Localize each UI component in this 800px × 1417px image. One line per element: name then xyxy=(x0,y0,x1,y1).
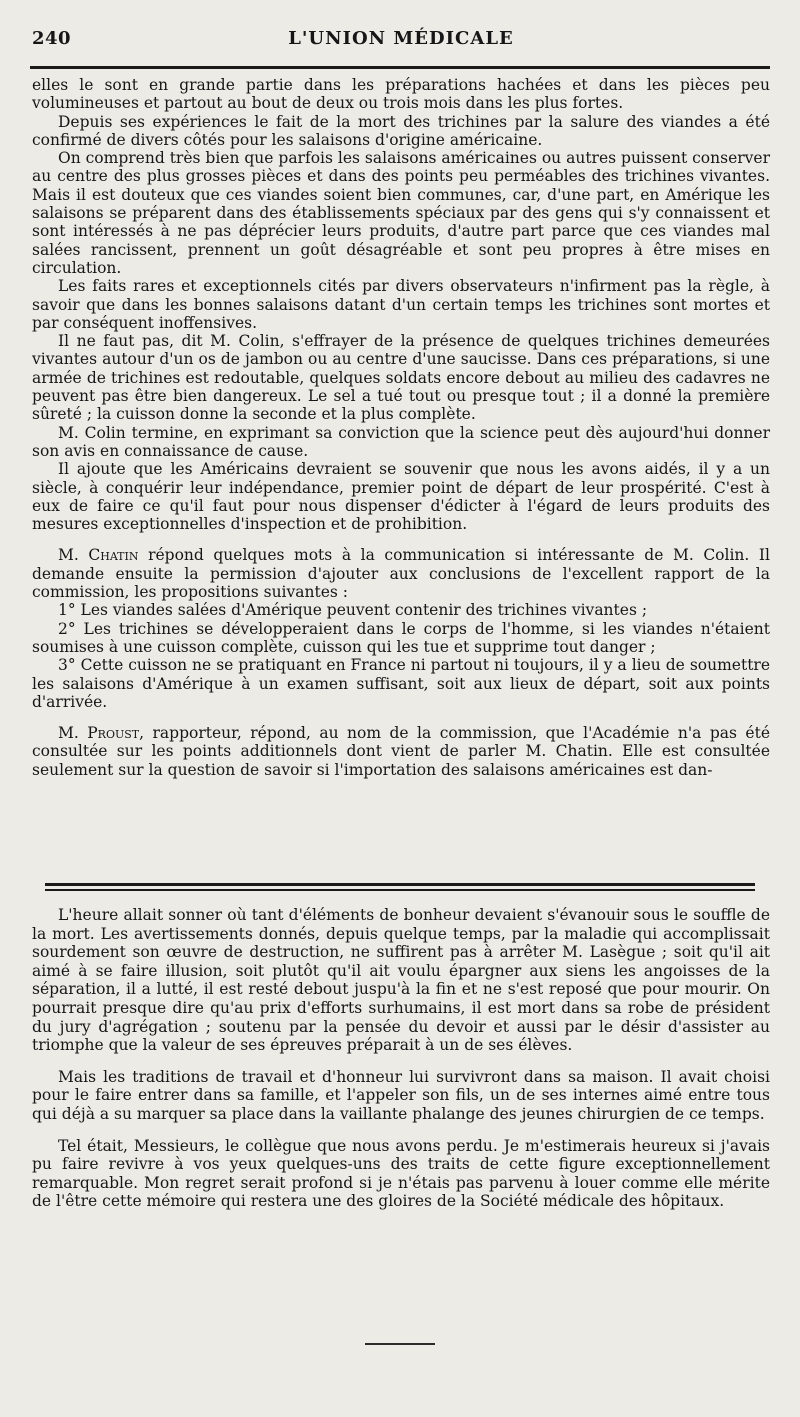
list-item: 3° Cette cuisson ne se pratiquant en France ni partout ni toujours, il y a lieu de soumettre les salaisons d'Amérique à un examen suffisant, soit aux lieux de départ, soit aux points d'arrivée. xyxy=(32,656,770,711)
paragraph xyxy=(32,724,770,779)
list-item: 1° Les viandes salées d'Amérique peuvent contenir des trichines vivantes ; xyxy=(58,601,648,620)
end-rule xyxy=(365,1343,435,1345)
paragraph: Tel était, Messieurs, le collègue que nous avons perdu. Je m'estimerais heureux si j'avais pu faire revivre à vos yeux quelques-uns des traits de cette figure exceptionnellement remarquable. Mon regret serait profond si je n'étais pas parvenu à louer comme elle mérite de l'être cette mémoire qui restera une des gloires de la Société médicale des hôpitaux. xyxy=(32,1136,770,1211)
feuilleton-body xyxy=(32,906,770,1211)
separator-thick-line xyxy=(45,883,755,886)
paragraph: Les faits rares et exceptionnels cités par divers observateurs n'infirment pas la règle, à savoir que dans les bonnes salaisons datant d'un certain temps les trichines sont mortes et par conséquent inoffensives. xyxy=(32,277,770,332)
feuilleton-separator xyxy=(45,883,755,892)
article-body xyxy=(32,76,770,779)
paragraph: Depuis ses expériences le fait de la mort des trichines par la salure des viandes a été confirmé de divers côtés pour les salaisons d'origine américaine. xyxy=(32,112,770,149)
journal-title: L'UNION MÉDICALE xyxy=(288,28,514,49)
page-number: 240 xyxy=(32,28,72,49)
paragraph: elles le sont en grande partie dans les préparations hachées et dans les pièces peu volumineuses et partout au bout de deux ou trois mois dans les plus fortes. xyxy=(32,76,770,113)
list-item: 2° Les trichines se développeraient dans le corps de l'homme, si les viandes n'étaient soumises à une cuisson complète, cuisson qui les tue et supprime tout danger ; xyxy=(32,619,770,656)
page-header xyxy=(32,28,770,58)
paragraph: Mais les traditions de travail et d'honneur lui survivront dans sa maison. Il avait choisi pour le faire entrer dans sa famille, et l'appeler son fils, un de ses internes aimé entre tous qui déjà a su marquer sa place dans la vaillante phalange des jeunes chirurgien de ce temps. xyxy=(32,1067,770,1123)
paragraph: Il ne faut pas, dit M. Colin, s'effrayer de la présence de quelques trichines demeurées vivantes autour d'un os de jambon ou au centre d'une saucisse. Dans ces préparations, si une armée de trichines est redoutable, quelques soldats encore debout au milieu des cadavres ne peuvent pas être bien dangereux. Le sel a tué tout ou presque tout ; il a donné la première sûreté ; la cuisson donne la seconde et la plus complète. xyxy=(32,332,770,424)
paragraph: On comprend très bien que parfois les salaisons américaines ou autres puissent conserver au centre des plus grosses pièces et dans des points peu perméables des trichines vivantes. Mais il est douteux que ces viandes soient bien communes, car, d'une part, en Amérique les salaisons se préparent dans des établissements spéciaux par des gens qui s'y connaissent et sont intéressés à ne pas déprécier leurs produits, d'autre part parce que ces viandes mal salées rancissent, prennent un goût désagréable et sont peu propres à être mises en circulation. xyxy=(32,149,770,277)
paragraph-text: , rapporteur, répond, au nom de la commission, que l'Académie n'a pas été consultée sur les points additionnels dont vient de parler M. Chatin. Elle est consultée seulement sur la question de savoir si l'importation des salaisons américaines est dan- xyxy=(32,724,770,779)
speaker-name: M. Proust xyxy=(58,724,140,743)
paragraph: Il ajoute que les Américains devraient se souvenir que nous les avons aidés, il y a un siècle, à conquérir leur indépendance, premier point de départ de leur prospérité. C'est à eux de faire ce qu'il faut pour nous dispenser d'édicter à l'égard de leurs produits des mesures exceptionnelles d'inspection et de prohibition. xyxy=(32,460,770,534)
paragraph-text: répond quelques mots à la communication si intéressante de M. Colin. Il demande ensuite la permission d'ajouter aux conclusions de l'excellent rapport de la commission, les propositions suivantes : xyxy=(32,546,770,602)
speaker-name: M. Chatin xyxy=(58,546,139,565)
separator-thin-line xyxy=(45,889,755,891)
paragraph: L'heure allait sonner où tant d'éléments de bonheur devaient s'évanouir sous le souffle de la mort. Les avertissements donnés, depuis quelque temps, par la maladie qui accomplissait sourdement son œuvre de destruction, ne suffirent pas à arrêter M. Lasègue ; soit qu'il ait aimé à se faire illusion, soit plutôt qu'il ait voulu épargner aux siens les angoisses de la séparation, il a lutté, il est resté debout juspu'à la fin et ne s'est reposé que pour mourir. On pourrait presque dire qu'au prix d'efforts surhumains, il est mort dans sa robe de président du jury d'agrégation ; soutenu par la pensée du devoir et aussi par le désir d'assister au triomphe que la valeur de ses épreuves préparait à un de ses élèves. xyxy=(32,906,770,1055)
paragraph: M. Colin termine, en exprimant sa conviction que la science peut dès aujourd'hui donner son avis en connaissance de cause. xyxy=(32,423,770,460)
header-rule xyxy=(30,66,770,69)
paragraph xyxy=(32,546,770,601)
